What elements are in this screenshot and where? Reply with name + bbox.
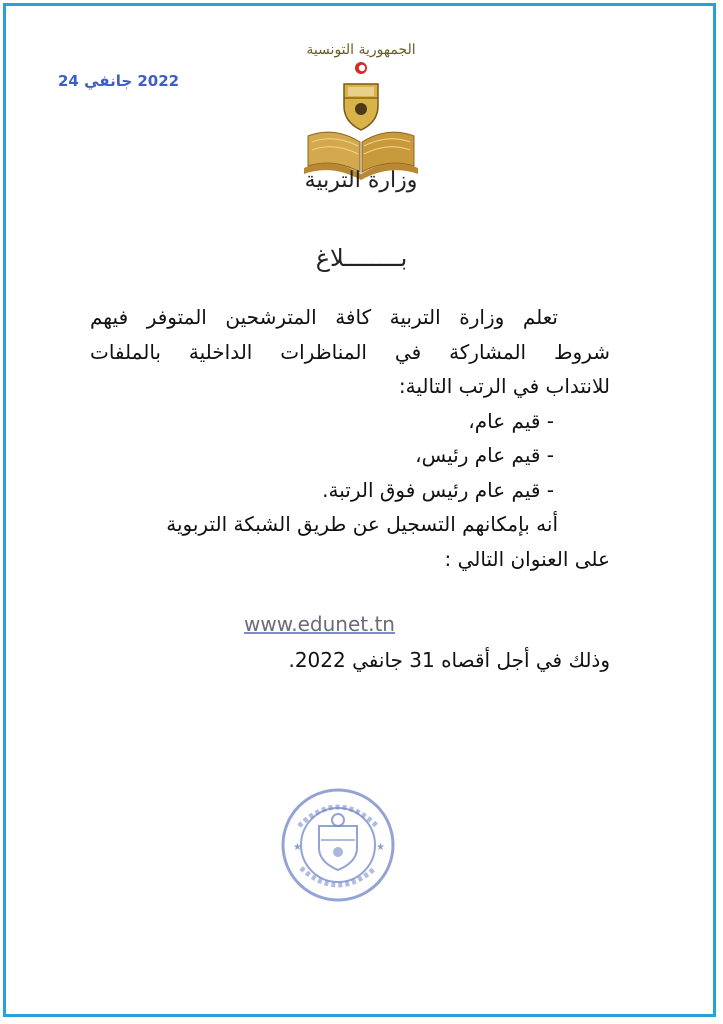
deadline-line: وذلك في أجل أقصاه 31 جانفي 2022. <box>288 648 610 672</box>
rank-item-2: - قيم عام رئيس، <box>415 443 554 467</box>
svg-text:★: ★ <box>376 842 385 853</box>
official-seal-icon <box>279 786 397 904</box>
date-stamp: 2022 جانفي 24 <box>58 72 180 90</box>
body-line-address: على العنوان التالي : <box>444 546 610 571</box>
republic-heading: الجمهورية التونسية <box>306 42 416 58</box>
body-line-2: شروط المشاركة في المناظرات الداخلية بالملفات <box>90 339 610 364</box>
ministry-heading: وزارة التربية <box>304 168 418 193</box>
body-line-registration: أنه بإمكانهم التسجيل عن طريق الشبكة التربوية <box>166 512 558 536</box>
svg-text:★: ★ <box>293 842 302 853</box>
body-line-3: للانتداب في الرتب التالية: <box>398 374 610 398</box>
rank-item-1: - قيم عام، <box>468 408 554 433</box>
official-seal <box>279 786 397 904</box>
ministry-logo <box>296 40 426 200</box>
announcement-body <box>90 300 610 576</box>
edunet-link[interactable]: www.edunet.tn <box>244 612 395 636</box>
body-line-1: تعلم وزارة التربية كافة المترشحين المتوفر فيهم <box>90 305 558 329</box>
rank-item-3: - قيم عام رئيس فوق الرتبة. <box>322 477 554 502</box>
announcement-title: بــــــــلاغ <box>315 244 408 272</box>
